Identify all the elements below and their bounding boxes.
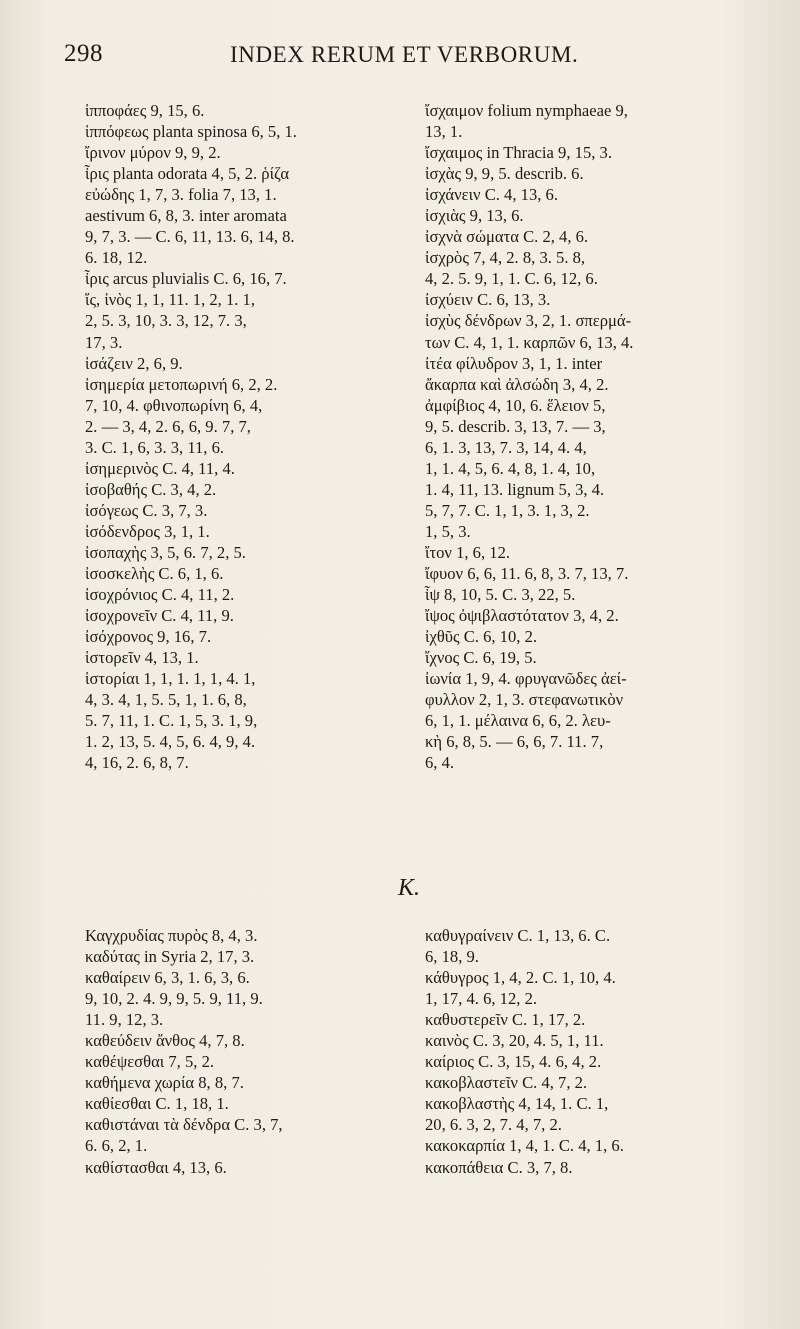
index-entry-line: φυλλον 2, 1, 3. στεφανωτικὸν: [425, 690, 624, 710]
index-entry-line: 2. — 3, 4, 2. 6, 6, 9. 7, 7,: [85, 416, 251, 436]
index-entry-line: ἰσόδενδρος 3, 1, 1.: [85, 521, 210, 541]
index-entry-line: ἰσάζειν 2, 6, 9.: [85, 353, 183, 373]
index-entry-line: 2, 5. 3, 10, 3. 3, 12, 7. 3,: [85, 311, 247, 331]
page-header: [60, 40, 760, 80]
index-entry-line: 6, 1, 1. μέλαινα 6, 6, 2. λευ-: [425, 711, 611, 731]
index-entry-line: ἰτέα φίλυδρον 3, 1, 1. inter: [425, 353, 603, 373]
index-entry-line: 4, 16, 2. 6, 8, 7.: [85, 753, 189, 773]
index-column-right-top: [425, 100, 765, 774]
index-entry-line: κακοκαρπία 1, 4, 1. C. 4, 1, 6.: [425, 1136, 624, 1156]
page-number: 298: [64, 40, 103, 67]
index-entry-line: καθέψεσθαι 7, 5, 2.: [85, 1052, 215, 1072]
index-entry-line: 9, 10, 2. 4. 9, 9, 5. 9, 11, 9.: [85, 989, 263, 1009]
index-entry-line: 1, 5, 3.: [425, 521, 471, 541]
index-entry-line: ἰσχάνειν C. 4, 13, 6.: [425, 185, 558, 205]
index-entry-line: aestivum 6, 8, 3. inter aromata: [85, 206, 287, 226]
index-entry-line: των C. 4, 1, 1. καρπῶν 6, 13, 4.: [425, 332, 634, 352]
index-entry-line: 4, 2. 5. 9, 1, 1. C. 6, 12, 6.: [425, 269, 598, 289]
index-entry-line: κὴ 6, 8, 5. — 6, 6, 7. 11. 7,: [425, 732, 604, 752]
index-entry-line: ἰσχὰς 9, 9, 5. describ. 6.: [425, 164, 584, 184]
index-entry-line: κακοβλαστεῖν C. 4, 7, 2.: [425, 1073, 588, 1093]
index-entry-line: 6, 18, 9.: [425, 947, 479, 967]
index-entry-line: ἴχνος C. 6, 19, 5.: [425, 648, 537, 668]
index-entry-line: καθίεσθαι C. 1, 18, 1.: [85, 1094, 229, 1114]
index-entry-line: Καγχρυδίας πυρὸς 8, 4, 3.: [85, 926, 258, 945]
index-entry-line: ἰσχιὰς 9, 13, 6.: [425, 206, 524, 226]
index-entry-line: 20, 6. 3, 2, 7. 4, 7, 2.: [425, 1115, 562, 1135]
index-entry-line: 1, 1. 4, 5, 6. 4, 8, 1. 4, 10,: [425, 458, 596, 478]
index-entry-line: καθυστερεῖν C. 1, 17, 2.: [425, 1010, 586, 1030]
index-entry-line: 1. 2, 13, 5. 4, 5, 6. 4, 9, 4.: [85, 732, 256, 752]
running-title: INDEX RERUM ET VERBORUM.: [230, 42, 579, 67]
index-entry-line: ἴσχαιμος in Thracia 9, 15, 3.: [425, 143, 612, 163]
index-entry-line: κάθυγρος 1, 4, 2. C. 1, 10, 4.: [425, 968, 616, 988]
index-entry-line: ἱστορίαι 1, 1, 1. 1, 1, 4. 1,: [85, 669, 256, 689]
index-entry-line: 6, 1. 3, 13, 7. 3, 14, 4. 4,: [425, 437, 587, 457]
index-entry-line: ἄκαρπα καὶ ἀλσώδη 3, 4, 2.: [425, 374, 609, 394]
index-entry-line: ἱπποφάες 9, 15, 6.: [85, 101, 205, 120]
index-entry-line: καθεύδειν ἄνθος 4, 7, 8.: [85, 1031, 245, 1051]
index-entry-line: 9, 5. describ. 3, 13, 7. — 3,: [425, 416, 606, 436]
index-column-right-bottom: [425, 925, 765, 1178]
index-column-left-top: [85, 100, 425, 774]
index-entry-line: ἱππόφεως planta spinosa 6, 5, 1.: [85, 122, 297, 142]
index-entry-line: ἰσχύειν C. 6, 13, 3.: [425, 290, 551, 310]
index-entry-line: ἶψ 8, 10, 5. C. 3, 22, 5.: [425, 585, 576, 605]
index-entry-line: ἶρις arcus pluvialis C. 6, 16, 7.: [85, 269, 287, 289]
index-entry-line: κακοπάθεια C. 3, 7, 8.: [425, 1157, 573, 1177]
index-entry-line: καθυγραίνειν C. 1, 13, 6. C.: [425, 926, 611, 945]
index-entry-line: 1. 4, 11, 13. lignum 5, 3, 4.: [425, 479, 605, 499]
index-entry-line: ἰσχνὰ σώματα C. 2, 4, 6.: [425, 227, 589, 247]
index-entry-line: ἴτον 1, 6, 12.: [425, 542, 511, 562]
index-entry-line: ἱστορεῖν 4, 13, 1.: [85, 648, 199, 668]
index-column-left-bottom: [85, 925, 425, 1178]
index-entry-line: κακοβλαστὴς 4, 14, 1. C. 1,: [425, 1094, 609, 1114]
index-entry-line: ἰχθῦς C. 6, 10, 2.: [425, 627, 538, 647]
index-entry-line: καθαίρειν 6, 3, 1. 6, 3, 6.: [85, 968, 250, 988]
index-entry-line: 1, 17, 4. 6, 12, 2.: [425, 989, 538, 1009]
index-entry-line: 4, 3. 4, 1, 5. 5, 1, 1. 6, 8,: [85, 690, 247, 710]
index-entry-line: ἰωνία 1, 9, 4. φρυγανῶδες ἀεί-: [425, 669, 627, 689]
index-entry-line: 6. 6, 2, 1.: [85, 1136, 148, 1156]
index-entry-line: καθιστάναι τὰ δένδρα C. 3, 7,: [85, 1115, 283, 1135]
index-entry-line: ἰσοπαχὴς 3, 5, 6. 7, 2, 5.: [85, 542, 246, 562]
index-entry-line: 5, 7, 7. C. 1, 1, 3. 1, 3, 2.: [425, 500, 590, 520]
index-entry-line: 5. 7, 11, 1. C. 1, 5, 3. 1, 9,: [85, 711, 258, 731]
index-entry-line: ἴσχαιμον folium nymphaeae 9,: [425, 101, 628, 120]
index-entry-line: 11. 9, 12, 3.: [85, 1010, 164, 1030]
index-entry-line: καινὸς C. 3, 20, 4. 5, 1, 11.: [425, 1031, 604, 1051]
index-entry-line: καθίστασθαι 4, 13, 6.: [85, 1157, 227, 1177]
index-entry-line: εὐώδης 1, 7, 3. folia 7, 13, 1.: [85, 185, 277, 205]
index-entry-line: καδύτας in Syria 2, 17, 3.: [85, 947, 255, 967]
index-entry-line: ἰσοχρόνιος C. 4, 11, 2.: [85, 585, 235, 605]
index-entry-line: ἰσοχρονεῖν C. 4, 11, 9.: [85, 606, 234, 626]
index-entry-line: 17, 3.: [85, 332, 123, 352]
index-entry-line: ἰσόγεως C. 3, 7, 3.: [85, 500, 208, 520]
section-letter-heading: [0, 875, 800, 902]
index-entry-line: ἴφυον 6, 6, 11. 6, 8, 3. 7, 13, 7.: [425, 564, 629, 584]
index-entry-line: 6. 18, 12.: [85, 248, 148, 268]
index-entry-line: ἴψος ὀψιβλαστότατον 3, 4, 2.: [425, 606, 619, 626]
index-entry-line: ἰσχὺς δένδρων 3, 2, 1. σπερμά-: [425, 311, 632, 331]
index-entry-line: 13, 1.: [425, 122, 463, 142]
index-entry-line: 6, 4.: [425, 753, 455, 773]
index-entry-line: ἴρινον μύρον 9, 9, 2.: [85, 143, 221, 163]
index-entry-line: ἰσοβαθής C. 3, 4, 2.: [85, 479, 217, 499]
section-letter: K.: [397, 875, 420, 901]
index-entry-line: καίριος C. 3, 15, 4. 6, 4, 2.: [425, 1052, 602, 1072]
index-entry-line: ἰσημερινὸς C. 4, 11, 4.: [85, 458, 235, 478]
index-entry-line: 3. C. 1, 6, 3. 3, 11, 6.: [85, 437, 225, 457]
index-entry-line: ἰσόχρονος 9, 16, 7.: [85, 627, 212, 647]
index-entry-line: ἶρις planta odorata 4, 5, 2. ῥίζα: [85, 164, 290, 184]
index-entry-line: ἰσοσκελὴς C. 6, 1, 6.: [85, 564, 224, 584]
index-entry-line: ἰσχρὸς 7, 4, 2. 8, 3. 5. 8,: [425, 248, 586, 268]
index-entry-line: ἀμφίβιος 4, 10, 6. ἕλειον 5,: [425, 395, 606, 415]
index-entry-line: καθήμενα χωρία 8, 8, 7.: [85, 1073, 244, 1093]
index-entry-line: ἴς, ἰνὸς 1, 1, 11. 1, 2, 1. 1,: [85, 290, 256, 310]
index-entry-line: ἰσημερία μετοπωρινή 6, 2, 2.: [85, 374, 278, 394]
index-entry-line: 9, 7, 3. — C. 6, 11, 13. 6, 14, 8.: [85, 227, 295, 247]
index-entry-line: 7, 10, 4. φθινοπωρίνη 6, 4,: [85, 395, 263, 415]
